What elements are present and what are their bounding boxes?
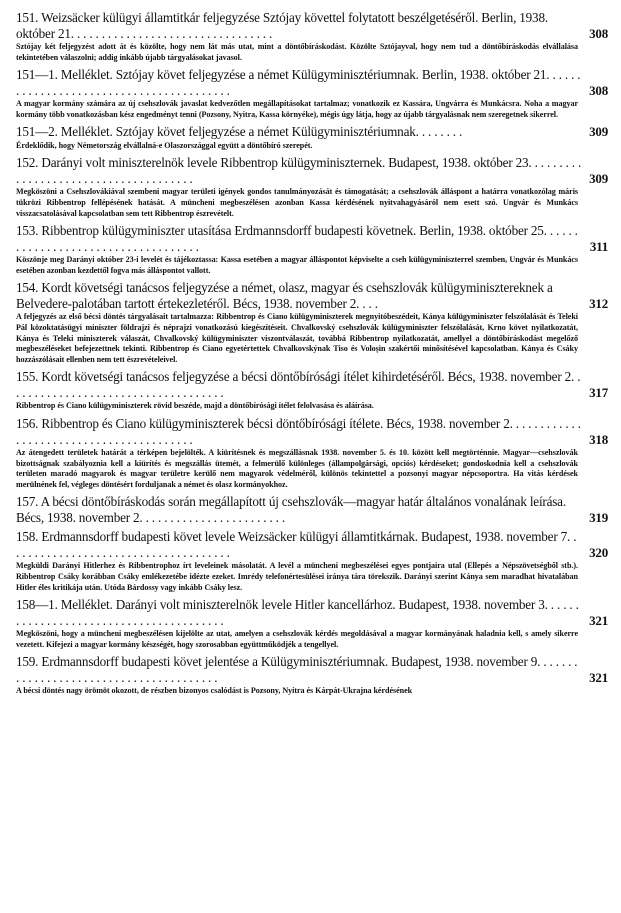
entry-summary: A magyar kormány számára az új csehszlovák javaslat kedvezőtlen megállapításokat tartalmaz; vonatkozik ez Kassára, Ungvárra és Munkácsra. Noha a magyar kormány több vonatkozásban kész engedményt tenni (Pozsony, Nyitra, Kassa környéke), mégis úgy látja, hogy az újabb tárgyalásnak nem szeregetnek sikerrel. [16,99,578,119]
entry-page-number: 318 [589,431,608,447]
entry-summary: Megküldi Darányi Hitlerhez és Ribbentrophoz írt leveleinek másolatát. A levél a müncheni megbeszélései egyes pontjaira utal (Ellepés a Népszövetségből stb.). Ribbentrop Csáky korábban Csáky emlékezetébe idézte ezeket. Imrédy telefonértesülései iránya tára törekszik. Darányi szerint Kánya sem maradhat hivatalában Hitler éles kritikája után. Utóda Bárdossy vagy inkább Csáky lesz. [16,561,578,592]
entry-page-number: 321 [589,612,608,628]
toc-entry [16,416,608,490]
entry-summary: Megköszöni, hogy a müncheni megbeszélésen kijelölte az utat, amelyen a csehszlovák kérdés megoldásával a magyar kormányának haladnia kell, s amely sikerre vezetett. Kifejezi a magyar kormány készségét, hogy szorosabban együttműködjék a tengellyel. [16,629,578,649]
entry-heading [16,529,608,560]
entry-summary: A feljegyzés az első bécsi döntés tárgyalásait tartalmazza: Ribbentrop és Ciano külügyminiszterek megnyitóbeszédeit, Kánya külügyminiszter felszólalását és Teleki Pál közoktatásügyi miniszter földrajzi és néprajzi vonatkozású kiegészítéseit. Chvalkovský csehszlovák külügyminiszter felszólalását, Krno követ nyilatkozatát, Kánya és Teleki miniszterek válaszát, Chvalkovský külügyminiszter viszontválaszát, továbbá Ribbentrop nyilatkozatát, amellyel a döntőbíráskodást megelőző megbeszéléseket befejezettnek tekinti. Ribbentrop és Ciano egyetértettek Chvalkovskýnak Tiso és Voloșin szakértői minősítésével kapcsolatban. Kánya és Csáky hozzászólásait ellenben nem tett észrevételeivel. [16,312,578,364]
entry-heading [16,155,608,186]
toc-entry [16,654,608,697]
entry-summary: Sztójay két feljegyzést adott át és közölte, hogy nem lát más utat, mint a döntőbíráskodást. Közölte Sztójayval, hogy nem tud a döntőbíráskodás elvállalása tekintetében válaszolni; addig inkább újabb tárgyalásokat javasol. [16,42,578,62]
toc-entry [16,124,608,151]
entry-heading [16,67,608,98]
entry-summary: Ribbentrop és Ciano külügyminiszterek rövid beszéde, majd a döntőbírósági ítélet felolvasása és aláírása. [16,401,374,411]
entry-page-number: 309 [589,124,608,140]
entry-heading [16,223,608,254]
entry-heading [16,494,608,525]
entry-title: 154. Kordt követségi tanácsos feljegyzése a német, olasz, magyar és csehszlovák külügyminisztereknek a Belvedere-palotában tartott értekezletéről. Bécs, 1938. november 2. . . . [16,280,553,311]
toc-entry [16,494,608,525]
entry-heading [16,597,608,628]
toc-entry [16,155,608,219]
entry-heading [16,280,608,311]
entry-heading [16,10,608,41]
entry-page-number: 309 [589,170,608,186]
entry-title: 155. Kordt követségi tanácsos feljegyzése a bécsi döntőbírósági ítélet kihirdetéséről. Bécs, 1938. november 2. . . . . . . . . . . . . . . . . . . . . . . . . . . . . . . . . . . . [16,369,581,400]
entry-heading [16,124,608,140]
entry-page-number: 321 [589,669,608,685]
entry-title: 159. Erdmannsdorff budapesti követ jelentése a Külügyminisztériumnak. Budapest, 1938. november 9. . . . . . . . . . . . . . . . . . . . . . . . . . . . . . . . . . . . . . . . [16,654,578,685]
entry-title: 152. Darányi volt miniszterelnök levele Ribbentrop külügyminiszternek. Budapest, 1938. október 23. . . . . . . . . . . . . . . . . . . . . . . . . . . . . . . . . . . . . . [16,155,582,186]
entry-title: 151. Weizsäcker külügyi államtitkár feljegyzése Sztójay követtel folytatott beszélgetéséről. Berlin, 1938. október 21. . . . . . . . . . . . . . . . . . . . . . . . . . . . . . . . . [16,10,548,41]
entry-heading [16,416,608,447]
entry-title: 151—2. Melléklet. Sztójay követ feljegyzése a német Külügyminisztériumnak. . . . . . . . [16,124,463,140]
toc-entry [16,223,608,276]
entry-summary: Az átengedett területek határát a térképen bejelölték. A kiürítésnek és megszállásnak 1938. november 5. és 10. között kell megtörténnie. Magyar—csehszlovák bizottságnak szabályoznia kell a kiürítés és megszállás ütemét, a felmerülő különleges (állampolgársági, opciós) kérdéseket; gondoskodnia kell a csehszlovák területen maradó magyarok és magyar területre kerülő nem magyarok védelméről, különös tekintettel a pozsonyi magyar népcsoportra. Ha vitás kérdések merülnének fel, végleges döntésért forduljanak a német és olasz kormányokhoz. [16,448,578,489]
entry-summary: Megköszöni a Csehszlovákiával szembeni magyar területi igények gondos tanulmányozását és támogatását; a csehszlovák álláspont a határra vonatkozólag máris tükrözi Ribbentrop fellépésének hatását. A müncheni megbeszélésen azonban Kassa kérdésének nyitvahagyásáról nem esett szó. Ungvár és Munkács visszacsatolásával kapcsolatban sem tett Ribbentrop észrevételt. [16,187,578,218]
entry-title: 158—1. Melléklet. Darányi volt miniszterelnök levele Hitler kancellárhoz. Budapest, 1938. november 3. . . . . . . . . . . . . . . . . . . . . . . . . . . . . . . . . . . . . . . . [16,597,579,628]
toc-entry [16,369,608,412]
toc-entry [16,10,608,63]
entry-heading [16,654,608,685]
entry-summary: A bécsi döntés nagy örömöt okozott, de részben bizonyos csalódást is Pozsony, Nyitra és Kárpát-Ukrajna kérdésének [16,686,413,696]
toc-entry [16,280,608,365]
entry-summary: Érdeklődik, hogy Németország elvállalná-e Olaszországgal együtt a döntőbíró szerepét. [16,140,313,150]
entry-title: 158. Erdmannsdorff budapesti követ levele Weizsäcker külügyi államtitkárnak. Budapest, 1938. november 7. . . . . . . . . . . . . . . . . . . . . . . . . . . . . . . . . . . . . [16,529,577,560]
entry-heading [16,369,608,400]
entry-page-number: 312 [589,295,608,311]
entry-title: 157. A bécsi döntőbíráskodás során megállapított új csehszlovák—magyar határ általános vonalának leírása. Bécs, 1938. november 2. . . . . . . . . . . . . . . . . . . . . . . . [16,494,566,525]
toc-entry [16,67,608,120]
entry-title: 153. Ribbentrop külügyminiszter utasítása Erdmannsdorff budapesti követnek. Berlin, 1938. október 25. . . . . . . . . . . . . . . . . . . . . . . . . . . . . . . . . . . . [16,223,578,254]
toc-entry [16,597,608,650]
entry-title: 156. Ribbentrop és Ciano külügyminiszterek bécsi döntőbírósági ítélete. Bécs, 1938. november 2. . . . . . . . . . . . . . . . . . . . . . . . . . . . . . . . . . . . . . . . . [16,416,581,447]
entry-summary: Köszönje meg Darányi október 23-i levelét és tájékoztassa: Kassa esetében a magyar álláspontot képviselte a cseh külügyminiszterrel szemben, Ungvár és Munkács esetében azonban kezdettől fogva más álláspontot vallott. [16,255,578,275]
entry-page-number: 308 [589,82,608,98]
entry-page-number: 308 [589,25,608,41]
entry-title: 151—1. Melléklet. Sztójay követ feljegyzése a német Külügyminisztériumnak. Berlin, 1938. október 21. . . . . . . . . . . . . . . . . . . . . . . . . . . . . . . . . . . . . . . . . [16,67,581,98]
contents-page [16,10,608,701]
entry-page-number: 317 [589,384,608,400]
entry-page-number: 320 [589,544,608,560]
toc-entry [16,529,608,593]
entry-page-number: 311 [589,238,608,254]
entry-page-number: 319 [589,509,608,525]
